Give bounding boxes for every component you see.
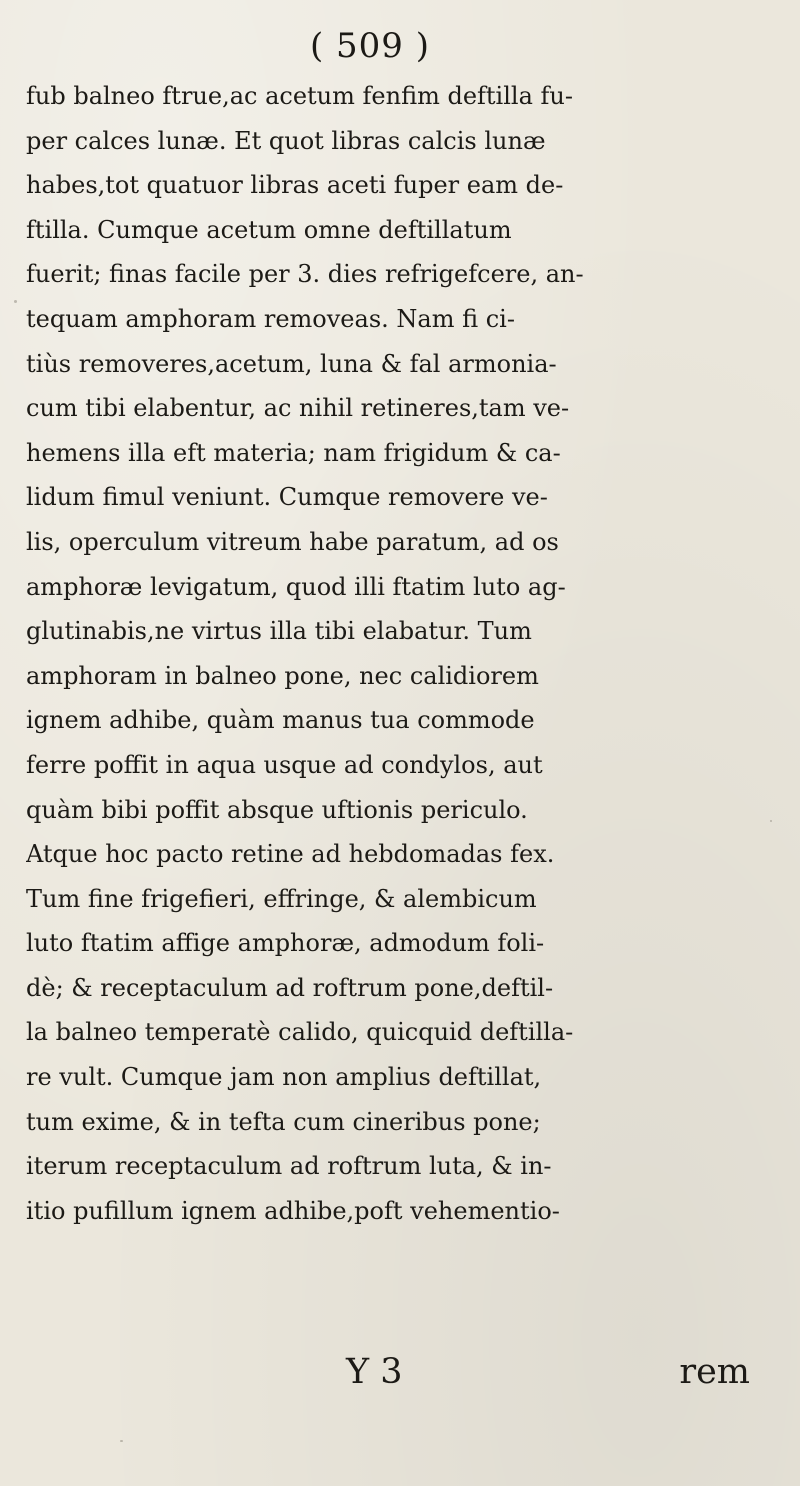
text-line: quàm bibi poffit absque uftionis periculo. [26, 795, 528, 824]
text-line: amphoram in balneo pone, nec calidiorem [26, 661, 539, 690]
text-line: re vult. Cumque jam non amplius deftillat, [26, 1063, 542, 1092]
text-line: tiùs removeres,acetum, luna & fal armonia- [26, 349, 557, 378]
text-line: ignem adhibe, quàm manus tua commode [26, 706, 535, 735]
text-line: hemens illa eft materia; nam frigidum & ca- [26, 438, 561, 467]
paper-speck [14, 300, 17, 303]
text-line: fuerit; finas facile per 3. dies refrigefcere, an- [26, 260, 584, 289]
text-line: glutinabis,ne virtus illa tibi elabatur. Tum [26, 617, 532, 646]
text-line: iterum receptaculum ad roftrum luta, & in- [26, 1152, 552, 1181]
text-line: tum exime, & in tefta cum cineribus pone; [26, 1107, 541, 1136]
text-line: itio pufillum ignem adhibe,poft vehementio- [26, 1196, 560, 1225]
text-line: per calces lunæ. Et quot libras calcis lunæ [26, 126, 546, 155]
text-line: habes,tot quatuor libras aceti fuper eam de- [26, 171, 564, 200]
text-line: tequam amphoram removeas. Nam fi ci- [26, 304, 515, 333]
text-line: Atque hoc pacto retine ad hebdomadas fex. [26, 840, 555, 869]
text-line: Tum fine frigefieri, effringe, & alembicum [26, 884, 537, 913]
text-line: dè; & receptaculum ad roftrum pone,deftil- [26, 973, 554, 1002]
catchword: rem [679, 1352, 750, 1392]
text-line: ftilla. Cumque acetum omne deftillatum [26, 215, 512, 244]
text-line: amphoræ levigatum, quod illi ftatim luto ag- [26, 572, 566, 601]
page-number: ( 509 ) [309, 26, 431, 66]
page-footer [26, 1350, 786, 1394]
text-line: luto ftatim affige amphoræ, admodum foli- [26, 929, 545, 958]
text-line: lis, operculum vitreum habe paratum, ad os [26, 527, 559, 556]
text-line: cum tibi elabentur, ac nihil retineres,tam ve- [26, 394, 570, 423]
text-line: fub balneo ftrue,ac acetum fenfim deftilla fu- [26, 82, 573, 110]
text-line: ferre poffit in aqua usque ad condylos, aut [26, 750, 543, 779]
body-text [26, 74, 786, 1233]
text-line: la balneo temperatè calido, quicquid deftilla- [26, 1018, 574, 1047]
text-line: lidum fimul veniunt. Cumque removere ve- [26, 483, 548, 512]
paper-speck [120, 1440, 123, 1442]
signature-mark: Y 3 [346, 1352, 403, 1392]
